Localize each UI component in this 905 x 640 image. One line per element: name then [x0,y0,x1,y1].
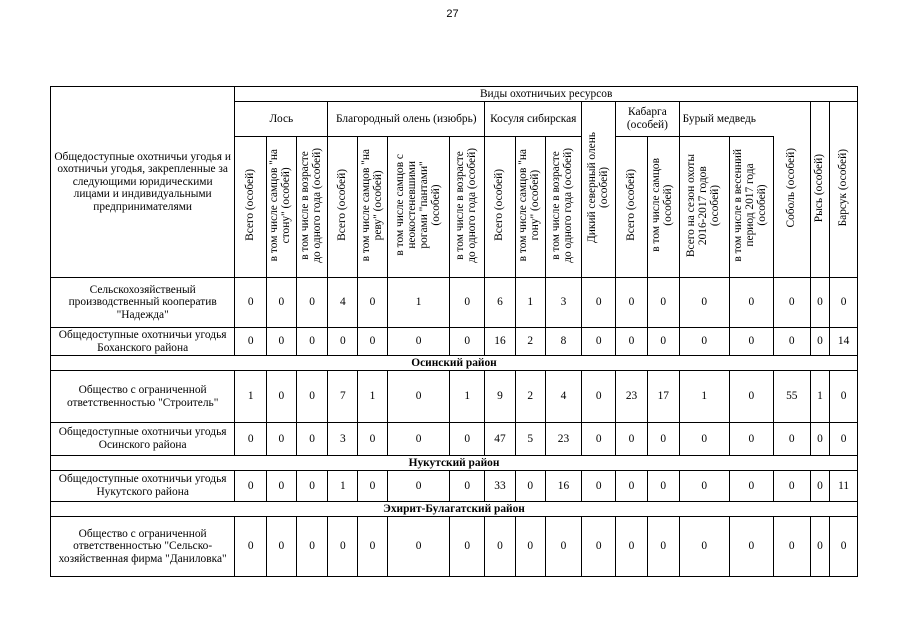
table-cell: 0 [729,371,773,423]
table-cell: 0 [267,517,297,577]
table-cell: 1 [810,371,829,423]
table-cell: 0 [387,471,449,502]
table-cell: 0 [773,278,810,328]
table-cell: 0 [810,471,829,502]
table-cell: 0 [450,328,485,356]
table-cell: 0 [830,371,858,423]
table-cell: 0 [679,517,729,577]
table-cell: 0 [358,278,388,328]
table-cell: 0 [773,471,810,502]
table-cell: 0 [267,371,297,423]
table-cell: 0 [387,328,449,356]
table-cell: 2 [515,328,545,356]
table-cell: 1 [450,371,485,423]
table-cell: 4 [545,371,582,423]
table-cell: 0 [647,471,679,502]
group-header-roe-deer: Косуля сибирская [485,102,582,137]
row-name: Общедоступные охотничьи угодья Нукутского района [51,471,235,502]
table-cell: 0 [582,423,616,456]
table-cell: 0 [616,423,648,456]
table-cell: 0 [450,517,485,577]
table-cell: 0 [582,278,616,328]
col-header-red-deer-pantы: в том числе самцов с неокостеневшими рогами "пантами" (особей) [387,137,449,278]
col-header-reindeer: Дикий северный олень (особей) [582,102,616,278]
table-cell: 0 [296,328,328,356]
table-cell: 0 [616,328,648,356]
table-cell: 0 [810,328,829,356]
table-row [51,423,858,456]
section-row [51,356,858,371]
col-header-roe-males: в том числе самцов "на гону" (особей) [515,137,545,278]
col-header-musk-males: в том числе самцов (особей) [647,137,679,278]
table-cell: 0 [267,278,297,328]
col-header-musk-total: Всего (особей) [616,137,648,278]
table-cell: 0 [679,471,729,502]
table-cell: 1 [387,278,449,328]
table-cell: 0 [729,471,773,502]
table-cell: 0 [729,328,773,356]
table-cell: 0 [679,278,729,328]
table-cell: 0 [830,517,858,577]
row-name: Сельскохозяйственый производственный кооператив "Надежда" [51,278,235,328]
table-cell: 0 [450,278,485,328]
table-cell: 3 [328,423,358,456]
table-cell: 1 [235,371,267,423]
section-row [51,502,858,517]
table-cell: 0 [729,278,773,328]
table-cell: 0 [267,471,297,502]
table-cell: 0 [773,423,810,456]
table-cell: 0 [582,371,616,423]
table-cell: 0 [358,328,388,356]
table-cell: 0 [296,471,328,502]
table-cell: 1 [679,371,729,423]
table-cell: 0 [810,278,829,328]
table-cell: 0 [679,423,729,456]
table-cell: 9 [485,371,516,423]
col-header-sable: Соболь (особей) [773,102,810,278]
row-name: Общедоступные охотничьи угодья Боханского района [51,328,235,356]
col-header-red-deer-total: Всего (особей) [328,137,358,278]
table-cell: 0 [358,517,388,577]
table-cell: 5 [515,423,545,456]
section-title: Нукутский район [51,456,858,471]
col-header-elk-young: в том числе в возрасте до одного года (особей) [296,137,328,278]
table-cell: 0 [545,517,582,577]
section-row [51,456,858,471]
col-header-red-deer-males: в том числе самцов "на реву" (особей) [358,137,388,278]
table-cell: 23 [545,423,582,456]
col-header-lynx: Рысь (особей) [810,102,829,278]
table-cell: 0 [616,278,648,328]
table-cell: 0 [582,471,616,502]
col-header-roe-total: Всего (особей) [485,137,516,278]
table-row [51,371,858,423]
table-cell: 0 [328,517,358,577]
table-cell: 17 [647,371,679,423]
table-cell: 1 [358,371,388,423]
table-cell: 0 [267,328,297,356]
table-cell: 0 [616,471,648,502]
section-title: Осинский район [51,356,858,371]
table-cell: 7 [328,371,358,423]
table-cell: 0 [267,423,297,456]
table-cell: 0 [235,328,267,356]
table-cell: 0 [296,278,328,328]
table-cell: 0 [358,471,388,502]
col-header-elk-total: Всего (особей) [235,137,267,278]
table-cell: 6 [485,278,516,328]
table-cell: 0 [830,278,858,328]
table-cell: 0 [616,517,648,577]
table-row [51,517,858,577]
table-cell: 0 [810,517,829,577]
table-cell: 0 [647,423,679,456]
table-cell: 0 [235,278,267,328]
row-name: Общество с ограниченной ответственностью "Строитель" [51,371,235,423]
table-cell: 55 [773,371,810,423]
col-header-badger: Барсук (особей) [830,102,858,278]
col-header-elk-males: в том числе самцов "на стону" (особей) [267,137,297,278]
col-header-bear-spring: в том числе в весенний период 2017 года (особей) [729,137,773,278]
table-cell: 0 [830,423,858,456]
table-cell: 0 [296,423,328,456]
table-cell: 2 [515,371,545,423]
table-cell: 0 [679,328,729,356]
table-cell: 0 [387,517,449,577]
table-cell: 0 [450,423,485,456]
table-cell: 0 [582,328,616,356]
table-cell: 0 [358,423,388,456]
group-header-brown-bear: Бурый медведь [679,102,773,137]
table-body [51,278,858,577]
page-number: 27 [446,8,459,20]
table-cell: 0 [773,328,810,356]
table-cell: 1 [515,278,545,328]
row-name: Общедоступные охотничьи угодья Осинского района [51,423,235,456]
table-cell: 33 [485,471,516,502]
col-header-bear-season: Всего на сезон охоты 2016-2017 годов (особей) [679,137,729,278]
table-row [51,278,858,328]
group-header-elk: Лось [235,102,328,137]
main-header: Виды охотничьих ресурсов [235,87,858,102]
table-cell: 0 [647,278,679,328]
table-cell: 0 [515,517,545,577]
table-cell: 0 [515,471,545,502]
section-title: Эхирит-Булагатский район [51,502,858,517]
table-cell: 0 [582,517,616,577]
table-row [51,328,858,356]
table-cell: 8 [545,328,582,356]
row-name: Общество с ограниченной ответственностью "Сельско-хозяйственная фирма "Даниловка" [51,517,235,577]
table-cell: 16 [485,328,516,356]
table-row [51,471,858,502]
table-cell: 0 [729,517,773,577]
table-cell: 0 [647,328,679,356]
corner-header: Общедоступные охотничьи угодья и охотничьи угодья, закрепленные за следующими юридическими лицами и индивидуальными предпринимателями [51,87,235,278]
table-cell: 16 [545,471,582,502]
col-header-red-deer-young: в том числе в возрасте до одного года (особей) [450,137,485,278]
table-cell: 3 [545,278,582,328]
table-cell: 0 [328,328,358,356]
table-cell: 23 [616,371,648,423]
group-header-red-deer: Благородный олень (изюбрь) [328,102,485,137]
table-cell: 14 [830,328,858,356]
hunting-resources-table [50,86,858,577]
table-cell: 0 [387,423,449,456]
table-cell: 4 [328,278,358,328]
table-cell: 0 [296,371,328,423]
table-cell: 0 [773,517,810,577]
table-cell: 11 [830,471,858,502]
table-cell: 0 [729,423,773,456]
table-cell: 0 [387,371,449,423]
table-cell: 0 [235,471,267,502]
table-cell: 0 [810,423,829,456]
group-header-musk-deer: Кабарга (особей) [616,102,679,137]
table-cell: 1 [328,471,358,502]
col-header-roe-young: в том числе в возрасте до одного года (особей) [545,137,582,278]
table-cell: 0 [647,517,679,577]
table-cell: 47 [485,423,516,456]
table-cell: 0 [235,423,267,456]
table-cell: 0 [485,517,516,577]
table-cell: 0 [450,471,485,502]
table-cell: 0 [296,517,328,577]
table-cell: 0 [235,517,267,577]
